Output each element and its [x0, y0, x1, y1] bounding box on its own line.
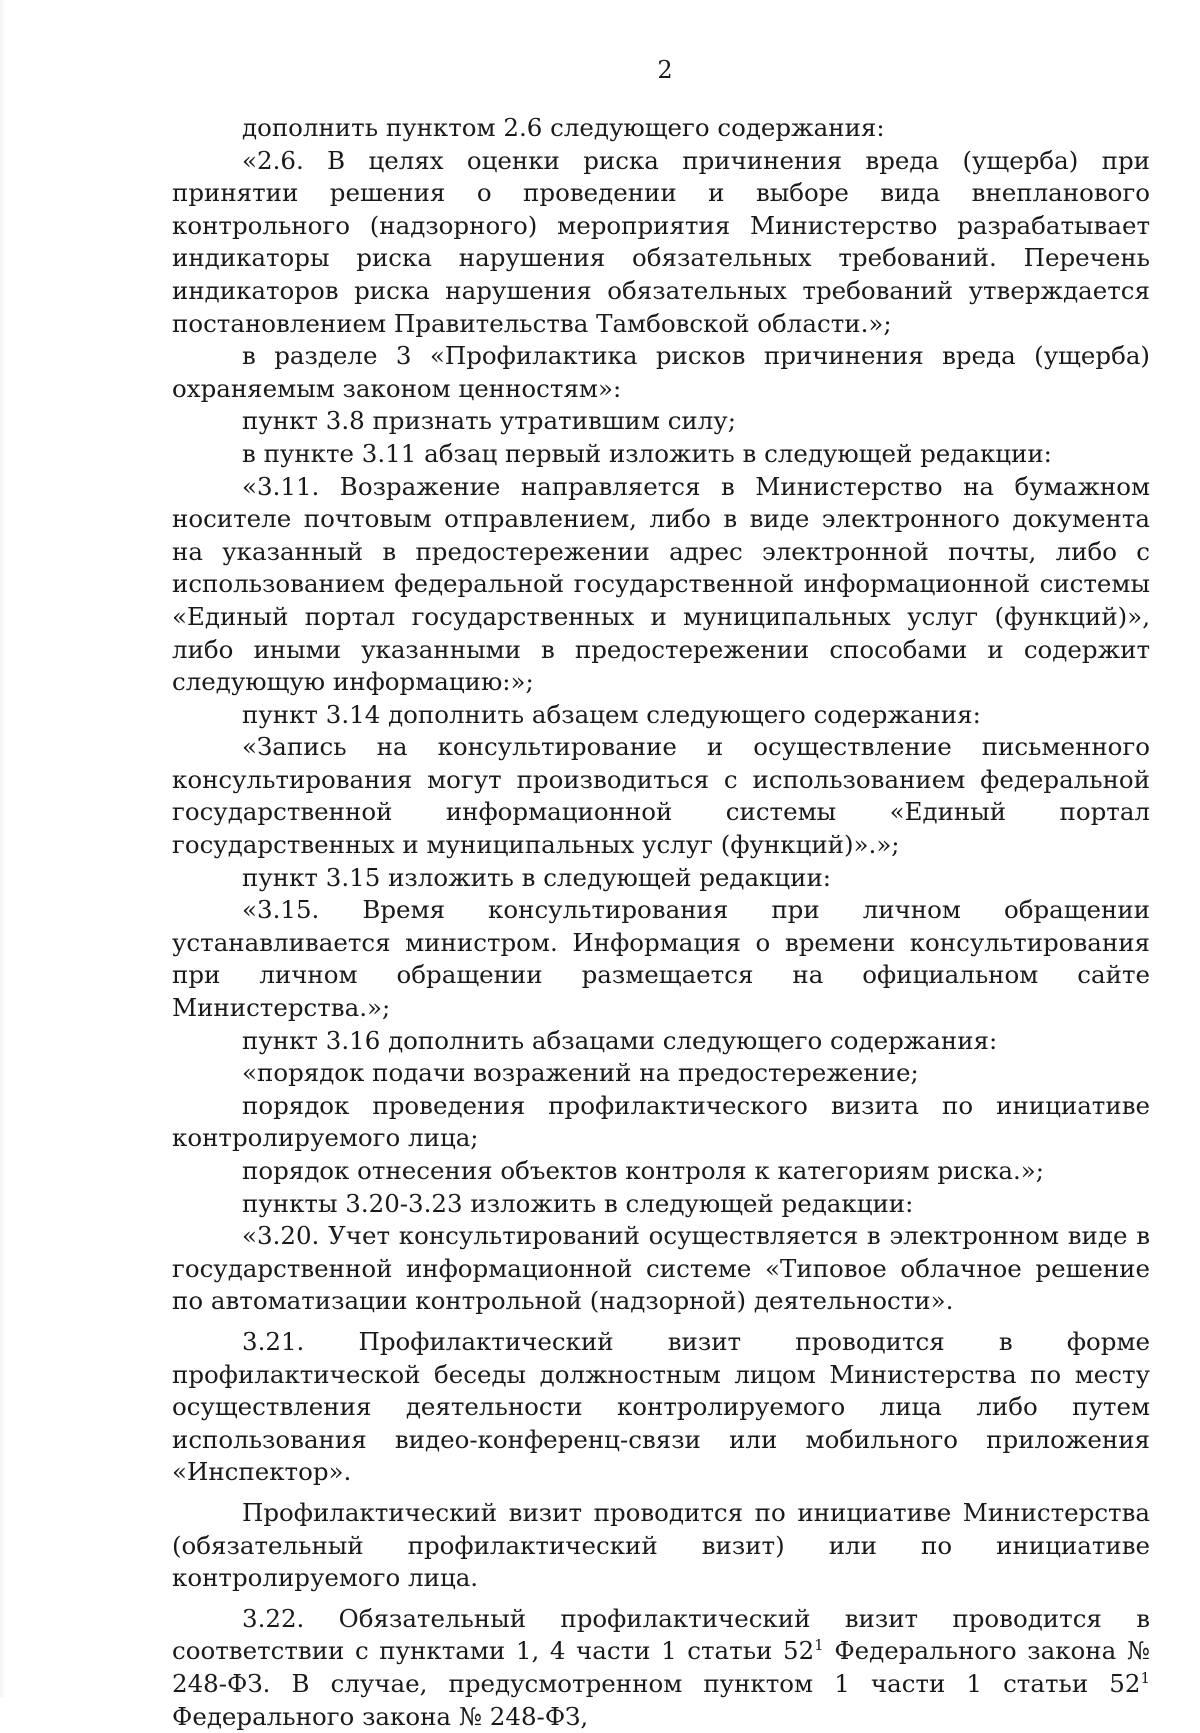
- scan-edge: [0, 0, 6, 1697]
- paragraph-text: Федерального закона № 248-ФЗ,: [172, 1701, 589, 1731]
- page-number: 2: [657, 56, 673, 84]
- paragraph: «порядок подачи возражений на предостережение;: [242, 1058, 919, 1088]
- paragraph: пункт 3.16 дополнить абзацами следующего содержания:: [242, 1025, 998, 1055]
- paragraph-text: Федерального закона № 248-ФЗ. В случае, предусмотренном пунктом 1 части 1 статьи 52: [172, 1636, 1150, 1698]
- superscript: 1: [814, 1636, 824, 1655]
- paragraph: пункт 3.8 признать утратившим силу;: [242, 406, 736, 436]
- paragraph: Профилактический визит проводится по инициативе Министерства (обязательный профилактический визит) или по инициативе контролируемого лица.: [172, 1497, 1150, 1593]
- paragraph: «Запись на консультирование и осуществление письменного консультирования могут производиться с использованием федеральной государственной информационной системы «Единый портал государственных и муниципальных услуг (функций)».»;: [172, 732, 1150, 860]
- paragraph: порядок проведения профилактического визита по инициативе контролируемого лица;: [172, 1090, 1150, 1153]
- paragraph: «3.11. Возражение направляется в Министерство на бумажном носителе почтовым отправлением, либо в виде электронного документа на указанный в предостережении адрес электронной почты, либо с использованием федеральной государственной информационной системы «Единый портал государственных и муниципальных услуг (функций)», либо иными указанными в предостережении способами и содержит следующую информацию:»;: [172, 471, 1150, 697]
- paragraph: в пункте 3.11 абзац первый изложить в следующей редакции:: [242, 438, 1052, 468]
- paragraph: 3.21. Профилактический визит проводится в форме профилактической беседы должностным лицом Министерства по месту осуществления деятельности контролируемого лица либо путем использования видео-конференц-связи или мобильного приложения «Инспектор».: [172, 1326, 1150, 1487]
- paragraph: порядок отнесения объектов контроля к категориям риска.»;: [242, 1156, 1045, 1185]
- paragraph: в разделе 3 «Профилактика рисков причинения вреда (ущерба) охраняемым законом ценностям»:: [172, 341, 1150, 403]
- paragraph: пункты 3.20-3.23 изложить в следующей редакции:: [242, 1188, 914, 1218]
- paragraph: дополнить пунктом 2.6 следующего содержания:: [242, 113, 885, 142]
- paragraph: пункт 3.15 изложить в следующей редакции:: [242, 862, 832, 892]
- paragraph: «2.6. В целях оценки риска причинения вреда (ущерба) при принятии решения о проведении и выборе вида внепланового контрольного (надзорного) мероприятия Министерство разрабатывает индикаторы риска нарушения обязательных требований. Перечень индикаторов риска нарушения обязательных требований утверждается постановлением Правительства Тамбовской области.»;: [172, 145, 1150, 338]
- paragraph: «3.15. Время консультирования при личном обращении устанавливается министром. Информация о времени консультирования при личном обращении размещается на официальном сайте Министерства.»;: [172, 895, 1150, 1023]
- document-body: [172, 112, 1150, 1733]
- paragraph-text: 3.22. Обязательный профилактический визит проводится в соответствии с пунктами 1, 4 части 1 статьи 52: [172, 1603, 1150, 1666]
- superscript: 1: [1140, 1668, 1150, 1687]
- paragraph-3-22: [172, 1603, 1150, 1733]
- paragraph: пункт 3.14 дополнить абзацем следующего содержания:: [242, 699, 981, 729]
- paragraph: «3.20. Учет консультирований осуществляется в электронном виде в государственной информационной системе «Типовое облачное решение по автоматизации контрольной (надзорной) деятельности».: [172, 1221, 1150, 1316]
